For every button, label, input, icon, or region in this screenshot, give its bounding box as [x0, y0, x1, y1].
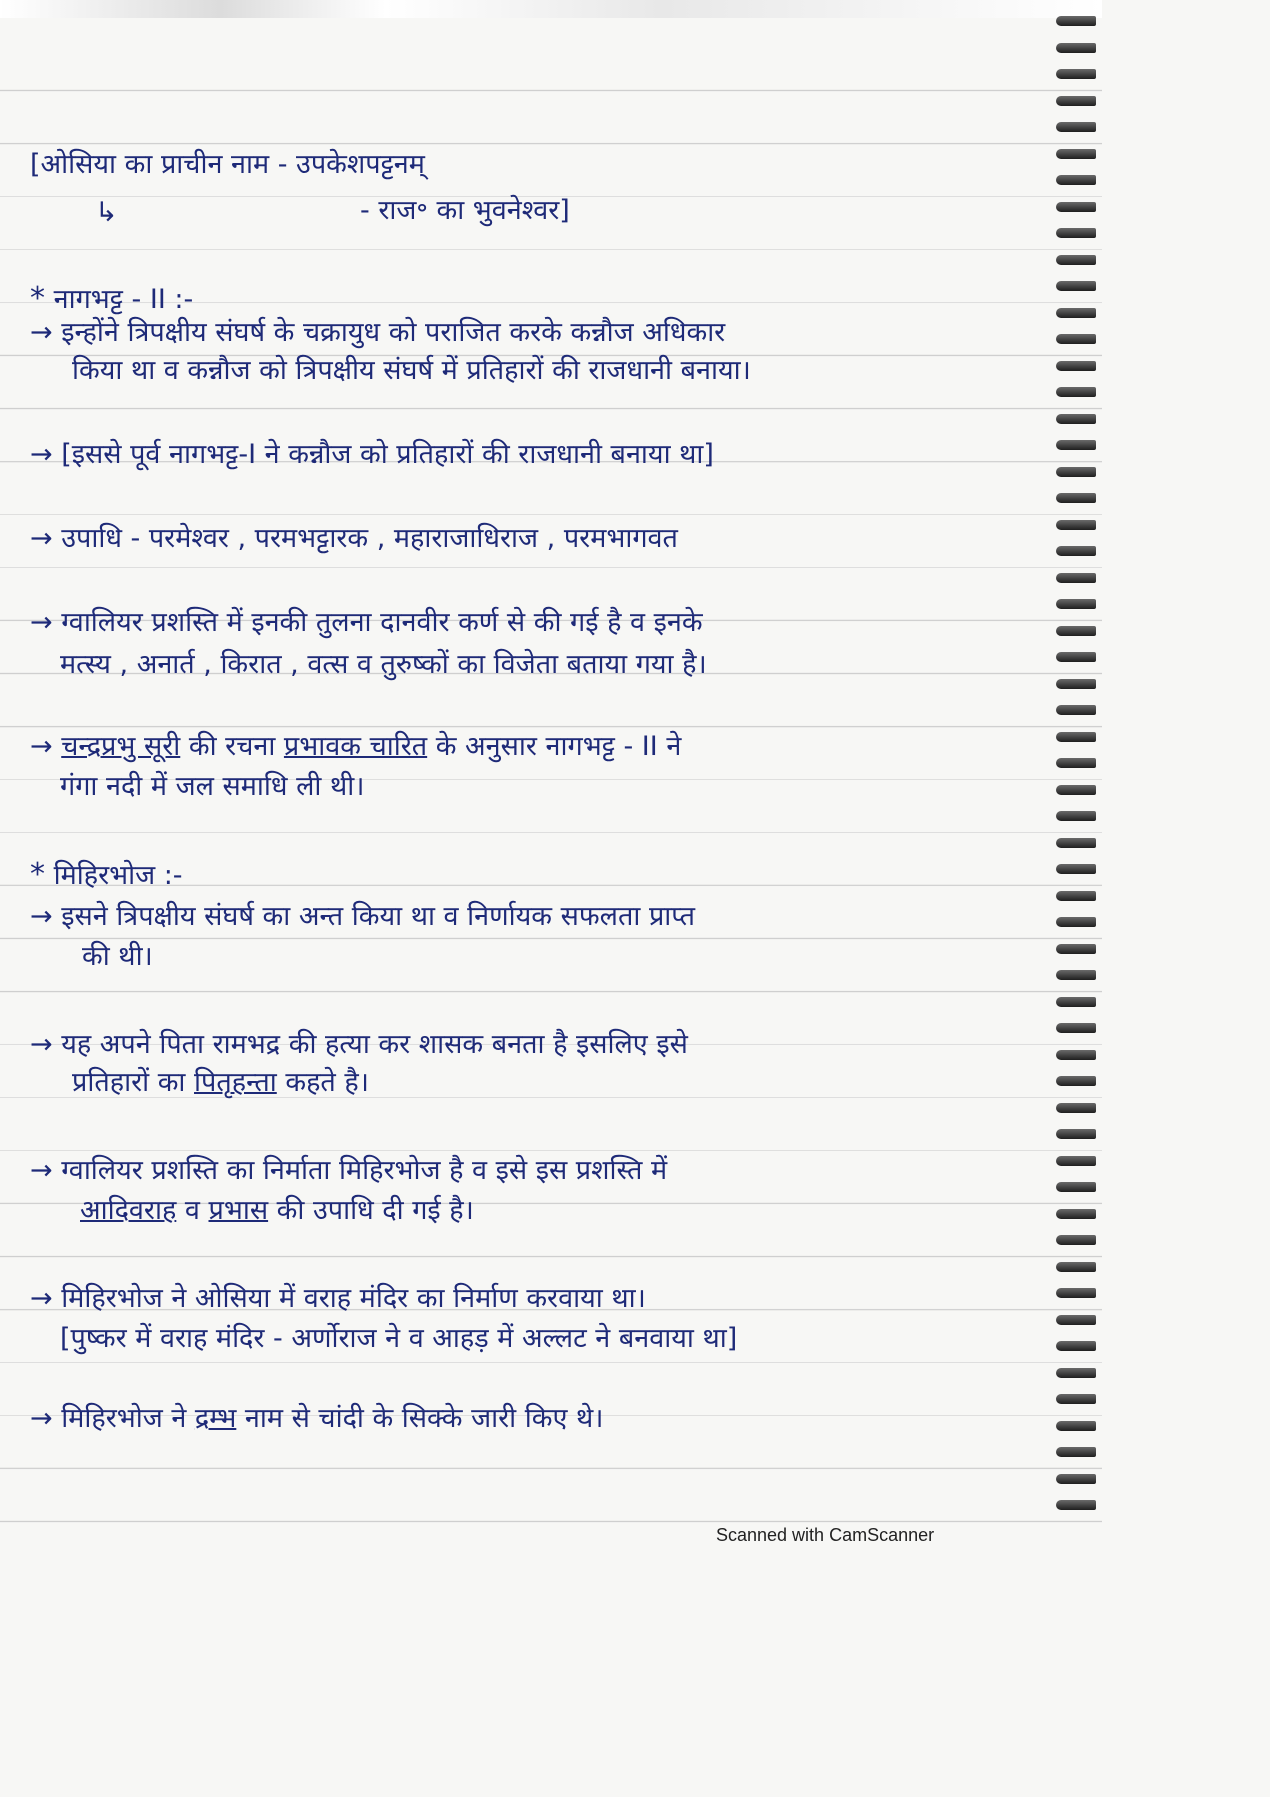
spiral-ring [1056, 1447, 1096, 1457]
note-text: [इससे पूर्व नागभट्ट-I ने कन्नौज को प्रतिहारों की राजधानी बनाया था] [61, 439, 714, 470]
spiral-ring [1056, 679, 1096, 689]
note-line: [पुष्कर में वराह मंदिर - अर्णोराज ने व आहड़ में अल्लट ने बनवाया था] [60, 1323, 738, 1354]
spiral-ring [1056, 281, 1096, 291]
spiral-ring [1056, 652, 1096, 662]
spiral-ring [1056, 1076, 1096, 1086]
spiral-ring [1056, 361, 1096, 371]
heading-text: मिहिरभोज :- [53, 860, 183, 891]
arrow-right-icon: → [30, 901, 53, 932]
spiral-ring [1056, 573, 1096, 583]
spiral-ring [1056, 1288, 1096, 1298]
spiral-ring [1056, 758, 1096, 768]
spiral-ring [1056, 440, 1096, 450]
arrow-right-icon: → [30, 317, 53, 348]
note-line [30, 730, 681, 764]
spiral-ring [1056, 1103, 1096, 1113]
note-line [30, 1402, 603, 1436]
arrow-right-icon: → [30, 1029, 53, 1060]
arrow-right-icon: → [30, 731, 53, 762]
arrow-right-icon: → [30, 439, 53, 470]
arrow-right-icon: → [30, 1155, 53, 1186]
note-text: उपाधि - परमेश्वर , परमभट्टारक , महाराजाधिराज , परमभागवत [61, 523, 678, 554]
note-line [30, 522, 678, 556]
note-line [30, 900, 695, 934]
spiral-ring [1056, 493, 1096, 503]
spiral-ring [1056, 1050, 1096, 1060]
spiral-ring [1056, 1421, 1096, 1431]
spiral-ring [1056, 1262, 1096, 1272]
underlined-text: प्रभावक चारित [283, 731, 428, 762]
spiral-ring [1056, 308, 1096, 318]
spiral-ring [1056, 520, 1096, 530]
spiral-ring [1056, 1394, 1096, 1404]
spiral-ring [1056, 705, 1096, 715]
note-text: प्रतिहारों का [72, 1067, 195, 1098]
note-line [30, 1028, 688, 1062]
underlined-text: प्रभास [208, 1195, 269, 1226]
note-line: मत्स्य , अनार्त , किरात , वत्स व तुरुष्कों का विजेता बताया गया है। [60, 649, 707, 680]
spiral-ring [1056, 334, 1096, 344]
arrow-right-icon: → [30, 1283, 53, 1314]
spiral-binding [1042, 0, 1102, 1559]
note-text: कहते है। [276, 1067, 369, 1098]
note-text: की रचना [180, 731, 284, 762]
spiral-ring [1056, 1500, 1096, 1510]
spiral-ring [1056, 255, 1096, 265]
spiral-ring [1056, 599, 1096, 609]
note-text: नाम से चांदी के सिक्के जारी किए थे। [236, 1403, 604, 1434]
note-line [30, 438, 714, 472]
spiral-ring [1056, 811, 1096, 821]
spiral-ring [1056, 626, 1096, 636]
asterisk-icon: * [30, 857, 45, 892]
note-line [30, 1154, 667, 1188]
spiral-ring [1056, 1235, 1096, 1245]
note-line: गंगा नदी में जल समाधि ली थी। [60, 771, 365, 802]
note-text: के अनुसार नागभट्ट - II ने [427, 731, 682, 762]
spiral-ring [1056, 1341, 1096, 1351]
spiral-ring [1056, 175, 1096, 185]
spiral-ring [1056, 864, 1096, 874]
page-top-edge [0, 0, 1102, 18]
spiral-ring [1056, 838, 1096, 848]
note-text: यह अपने पिता रामभद्र की हत्या कर शासक बनता है इसलिए इसे [61, 1029, 688, 1060]
spiral-ring [1056, 467, 1096, 477]
spiral-ring [1056, 96, 1096, 106]
spiral-ring [1056, 1023, 1096, 1033]
spiral-ring [1056, 997, 1096, 1007]
spiral-ring [1056, 43, 1096, 53]
spiral-ring [1056, 414, 1096, 424]
spiral-ring [1056, 891, 1096, 901]
note-line: - राज॰ का भुवनेश्वर] [360, 195, 570, 226]
asterisk-icon: * [30, 281, 45, 316]
heading-text: नागभट्ट - II :- [53, 284, 194, 315]
spiral-ring [1056, 202, 1096, 212]
arrow-right-icon: → [30, 523, 53, 554]
underlined-text: पितृहन्ता [194, 1067, 277, 1098]
underlined-text: द्रम्भ [194, 1403, 237, 1434]
spiral-ring [1056, 546, 1096, 556]
note-line [72, 1066, 369, 1100]
note-line: [ओसिया का प्राचीन नाम - उपकेशपट्टनम् [30, 149, 425, 180]
spiral-ring [1056, 1315, 1096, 1325]
spiral-ring [1056, 732, 1096, 742]
spiral-ring [1056, 1156, 1096, 1166]
note-text: व [176, 1195, 209, 1226]
spiral-ring [1056, 122, 1096, 132]
bracket-arrow-icon: ↳ [95, 197, 118, 228]
note-line: किया था व कन्नौज को त्रिपक्षीय संघर्ष में प्रतिहारों की राजधानी बनाया। [72, 355, 751, 386]
note-text: की उपाधि दी गई है। [268, 1195, 474, 1226]
note-line [30, 606, 703, 640]
spiral-ring [1056, 917, 1096, 927]
spiral-ring [1056, 149, 1096, 159]
spiral-ring [1056, 1129, 1096, 1139]
spiral-ring [1056, 69, 1096, 79]
note-text: मिहिरभोज ने ओसिया में वराह मंदिर का निर्माण करवाया था। [61, 1283, 646, 1314]
note-line [80, 1194, 474, 1228]
note-line [30, 316, 725, 350]
arrow-right-icon: → [30, 607, 53, 638]
spiral-ring [1056, 228, 1096, 238]
spiral-ring [1056, 387, 1096, 397]
note-text: इन्होंने त्रिपक्षीय संघर्ष के चक्रायुध को पराजित करके कन्नौज अधिकार [61, 317, 726, 348]
section-heading [30, 858, 183, 893]
note-text: ग्वालियर प्रशस्ति में इनकी तुलना दानवीर कर्ण से की गई है व इनके [61, 607, 703, 638]
spiral-ring [1056, 1368, 1096, 1378]
spiral-ring [1056, 944, 1096, 954]
underlined-text: आदिवराह [80, 1195, 177, 1226]
spiral-ring [1056, 1209, 1096, 1219]
note-line: की थी। [82, 941, 153, 972]
spiral-ring [1056, 785, 1096, 795]
spiral-ring [1056, 1474, 1096, 1484]
arrow-right-icon: → [30, 1403, 53, 1434]
scanner-watermark: Scanned with CamScanner [716, 1525, 935, 1545]
note-text: इसने त्रिपक्षीय संघर्ष का अन्त किया था व निर्णायक सफलता प्राप्त [61, 901, 696, 932]
spiral-ring [1056, 16, 1096, 26]
note-line [30, 1282, 646, 1316]
note-text: ग्वालियर प्रशस्ति का निर्माता मिहिरभोज है व इसे इस प्रशस्ति में [61, 1155, 668, 1186]
note-text: मिहिरभोज ने [61, 1403, 195, 1434]
spiral-ring [1056, 1182, 1096, 1192]
underlined-text: चन्द्रप्रभु सूरी [61, 731, 181, 762]
spiral-ring [1056, 970, 1096, 980]
section-heading [30, 282, 193, 317]
